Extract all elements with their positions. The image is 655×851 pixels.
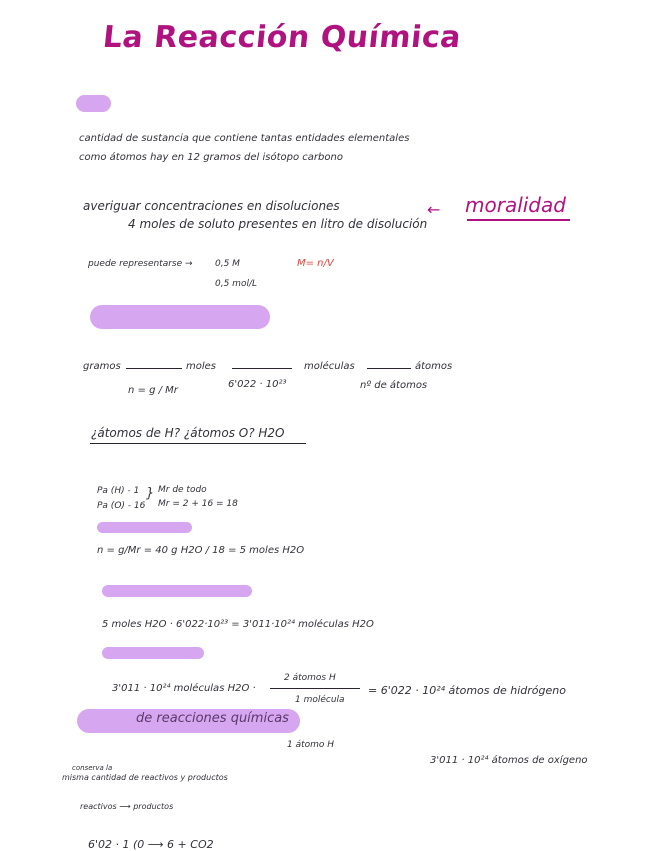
n-atoms-label: nº de átomos [360,380,428,391]
mass-o: Pa (O) - 16 [97,501,146,511]
hydrogen-calc-right: = 6'022 · 10²⁴ átomos de hidrógeno [368,684,566,697]
chain-gramos: gramos [83,361,121,372]
mr-label: Mr de todo [158,485,207,495]
avogadro-number: 6'022 · 10²³ [228,379,287,390]
reaction-line: reactivos ⟶ productos [80,802,174,811]
hydrogen-calc-numerator: 2 átomos H [284,673,336,683]
partial-equation: 6'02 · 1 (0 ⟶ 6 + CO2 [88,838,214,851]
hydrogen-calc-left: 3'011 · 10²⁴ moléculas H2O · [112,683,256,694]
atoms-question: ¿átomos de H? ¿átomos O? H2O [91,426,285,440]
brace-mark: } [146,486,155,501]
chain-arrow-3 [367,368,411,369]
section-2-title: de reacciones químicas [136,711,289,726]
definition-line-1: cantidad de sustancia que contiene tantas entidades elementales [79,133,410,144]
chain-moles: moles [186,361,216,372]
molarity-line-1: averiguar concentraciones en disoluciones [83,199,340,213]
atom-h: 1 átomo H [287,740,335,750]
question-underline [90,443,306,444]
highlight-mark [76,95,111,112]
highlight-bar-2 [97,522,192,533]
hydrogen-calc-denominator: 1 molécula [295,695,345,705]
conserve-line-1: conserva la [72,764,113,772]
mr-calc: Mr = 2 + 16 = 18 [158,499,238,509]
highlight-bar-1 [90,305,270,329]
molecules-calculation: 5 moles H2O · 6'022·10²³ = 3'011·10²⁴ moléculas H2O [102,619,374,630]
represent-value-1: 0,5 M [215,259,240,269]
molarity-label: moralidad [465,193,566,217]
molarity-underline [467,219,570,221]
highlight-bar-4 [102,647,204,659]
oxygen-atoms: 3'011 · 10²⁴ átomos de oxígeno [430,755,588,766]
highlight-bar-3 [102,585,252,597]
moles-calculation: n = g/Mr = 40 g H2O / 18 = 5 moles H2O [97,545,305,556]
left-arrow-icon: ← [427,200,441,219]
molarity-line-2: 4 moles de soluto presentes en litro de disolución [128,217,428,231]
chain-arrow-1 [126,368,182,369]
chain-moleculas: moléculas [304,361,355,372]
represent-label: puede representarse → [88,259,193,269]
chain-arrow-2 [232,368,292,369]
chain-atomos: átomos [415,361,453,372]
fraction-line [270,688,360,689]
mass-h: Pa (H) - 1 [97,486,140,496]
definition-line-2: como átomos hay en 12 gramos del isótopo carbono [79,152,343,163]
molarity-formula: M= n/V [297,258,334,269]
conserve-line-2: misma cantidad de reactivos y productos [62,773,228,782]
page-title: La Reacción Química [101,20,463,55]
represent-value-2: 0,5 mol/L [215,279,257,289]
n-formula: n = g / Mr [128,385,178,396]
